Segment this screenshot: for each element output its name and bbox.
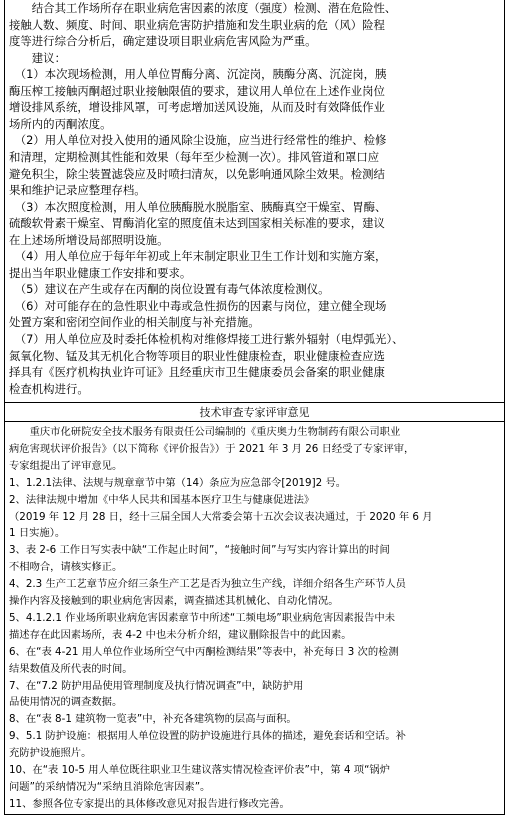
- review-line: 10、在“表 10-5 用人单位既往职业卫生建议落实情况检查评价表”中，第 4 项“锅炉: [9, 764, 391, 776]
- conclusion-line: 处置方案和密闭空间作业的相关制度与补充措施。: [9, 315, 260, 330]
- conclusion-line: 氮氧化物、锰及其无机化合物等项目的职业性健康检查，职业健康检查应选: [9, 348, 385, 363]
- review-line: 9、5.1 防护设施：根据用人单位设置的防护设施进行具体的描述，避免套话和空话。补: [9, 730, 406, 743]
- conclusion-line: 建议：: [9, 50, 66, 65]
- conclusion-line: （2）用人单位对投入使用的通风除尘设施，应当进行经常性的维护、检修: [9, 133, 387, 148]
- review-line: 4、2.3 生产工艺章节应介绍三条生产工艺是否为独立生产线，详细介绍各生产环节人员: [9, 578, 406, 591]
- review-line: （2019 年 12 月 28 日，经十三届全国人大常委会第十五次会议表决通过，于 2020 年 6 月: [9, 510, 433, 523]
- review-line: 2、法律法规中增加《中华人民共和国基本医疗卫生与健康促进法》: [9, 493, 315, 506]
- review-line: 描述存在此因素场所，表 4-2 中也未分析介绍，建议删除报告中的此因素。: [9, 628, 352, 641]
- review-line: 6、在“表 4-21 用人单位作业场所空气中丙酮检测结果”等表中，补充每日 3 次的检测: [9, 645, 399, 658]
- conclusion-line: 增设排风系统，增设排风罩，可考虑增加送风设施，从而及时有效降低作业: [9, 100, 385, 115]
- conclusion-line: （4）用人单位应于每年年初或上年末制定职业卫生工作计划和实施方案，: [9, 249, 387, 264]
- review-title: 技术审查专家评审意见: [199, 406, 310, 419]
- review-line: 8、在“表 8-1 建筑物一览表”中，补充各建筑物的层高与面积。: [9, 713, 297, 726]
- review-line: 充防护设施照片。: [9, 747, 92, 760]
- conclusion-line: 场所内的丙酮浓度。: [9, 116, 112, 131]
- report-table: [4, 0, 505, 815]
- conclusion-line: 度等进行综合分析后，确定建设项目职业病危害风险为严重。: [9, 34, 317, 49]
- review-line: 3、表 2-6 工作日写实表中缺“工作起止时间”，“接触时间”与写实内容计算出的时间: [9, 544, 390, 557]
- review-line: 1 日实施）。: [9, 527, 66, 540]
- conclusion-line: 酶压榨工接触丙酮超过职业接触限值的要求，建议用人单位在上述作业岗位: [9, 83, 385, 98]
- conclusion-line: 避免积尘，除尘装置滤袋应及时喷扫清灰，以免影响通风除尘效果。检测结: [9, 166, 385, 181]
- conclusion-line: 结合其工作场所存在职业病危害因素的浓度（强度）检测、潜在危险性、: [9, 1, 397, 15]
- table-divider: [5, 402, 504, 403]
- conclusion-line: （7）用人单位应及时委托体检机构对维修焊接工进行紫外辐射（电焊弧光）、: [9, 332, 404, 346]
- review-line: 重庆市化研院安全技术服务有限责任公司编制的《重庆奥力生物制药有限公司职业: [9, 426, 401, 438]
- review-line: 问题”的采纳情况为“采纳且消除危害因素”。: [9, 780, 211, 793]
- conclusion-line: 择具有《医疗机构执业许可证》且经重庆市卫生健康委员会备案的职业健康: [9, 365, 385, 380]
- conclusion-line: 接触人数、频度、时间、职业病危害防护措施和发生职业病的危（风）险程: [9, 17, 385, 32]
- review-line: 1、1.2.1法律、法规与规章章节中第（14）条应为应急部令[2019]2 号。: [9, 476, 347, 489]
- conclusion-line: 提出当年职业健康工作安排和要求。: [9, 265, 192, 280]
- review-line: 结果数值及所代表的时间。: [9, 662, 133, 675]
- conclusion-line: （3）本次照度检测，用人单位胰酶脱水脱脂室、胰酶真空干燥室、胃酶、: [9, 199, 387, 214]
- review-line: 操作内容及接触到的职业病危害因素，调查描述其机械化、自动化情况。: [9, 595, 339, 607]
- conclusion-line: 和清理，定期检测其性能和效果（每年至少检测一次）。排风管道和罩口应: [9, 149, 380, 164]
- review-line: 病危害现状评价报告》（以下简称《评价报告》）于 2021 年 3 月 26 日经受了专家评审，: [9, 442, 415, 455]
- conclusion-line: （1）本次现场检测，用人单位胃酶分离、沉淀岗，胰酶分离、沉淀岗，胰: [9, 67, 387, 82]
- review-line: 不相吻合，请核实修正。: [9, 561, 123, 574]
- review-line: 11、参照各位专家提出的具体修改意见对报告进行修改完善。: [9, 797, 290, 810]
- conclusion-line: 果和维护记录应整理存档。: [9, 183, 146, 198]
- conclusion-line: （6）对可能存在的急性职业中毒或急性损伤的因素与岗位，建立健全现场: [9, 298, 387, 313]
- review-line: 品使用情况的调查数据。: [9, 696, 123, 709]
- table-divider: [5, 421, 504, 422]
- conclusion-line: 在上述场所增设局部照明设施。: [9, 232, 169, 247]
- conclusion-line: 硫酸软骨素干燥室、胃酶消化室的照度值未达到国家相关标准的要求，建议: [9, 216, 385, 231]
- review-line: 5、4.1.2.1 作业场所职业病危害因素章节中所述“工频电场”职业病危害因素报告中未: [9, 611, 396, 624]
- conclusion-line: 检查机构进行。: [9, 381, 89, 396]
- review-line: 专家组提出了评审意见。: [9, 459, 123, 472]
- conclusion-line: （5）建议在产生或存在丙酮的岗位设置有毒气体浓度检测仪。: [9, 282, 330, 297]
- review-line: 7、在“7.2 防护用品使用管理制度及执行情况调查”中，缺防护用: [9, 679, 304, 692]
